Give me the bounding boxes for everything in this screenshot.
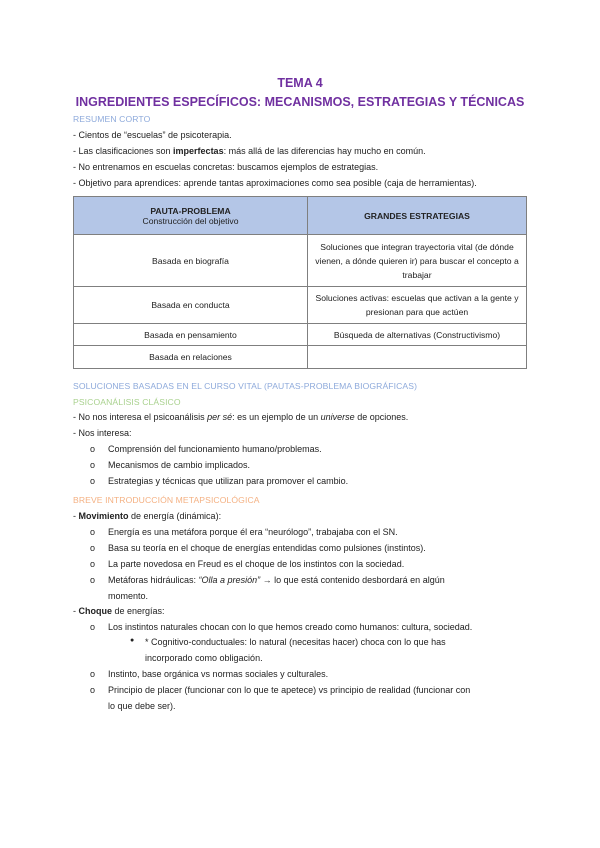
circle-bullet-icon: o	[90, 559, 96, 569]
table-cell: Búsqueda de alternativas (Constructivismo)	[308, 324, 527, 346]
list-item-continuation: incorporado como obligación.	[145, 653, 263, 663]
resumen-line-1: - Cientos de “escuelas” de psicoterapia.	[73, 130, 232, 140]
list-item: Instinto, base orgánica vs normas sociales y culturales.	[108, 669, 329, 679]
table-row	[74, 346, 527, 369]
list-item: Basa su teoría en el choque de energías entendidas como pulsiones (instintos).	[108, 543, 426, 553]
dot-bullet-icon: ●	[130, 637, 135, 644]
soluciones-line-2: - Nos interesa:	[73, 428, 132, 438]
circle-bullet-icon: o	[90, 622, 96, 632]
choque-line: - Choque de energías:	[73, 606, 165, 616]
table-row	[74, 235, 527, 287]
table-cell: Basada en relaciones	[74, 346, 308, 369]
table-cell	[308, 346, 527, 369]
soluciones-line-1: - No nos interesa el psicoanálisis per sé: es un ejemplo de un universe de opciones.	[73, 412, 409, 422]
list-item: Los instintos naturales chocan con lo que hemos creado como humanos: cultura, sociedad.	[108, 622, 473, 632]
circle-bullet-icon: o	[90, 527, 96, 537]
resumen-heading: RESUMEN CORTO	[73, 114, 151, 124]
resumen-line-3: - No entrenamos en escuelas concretas: buscamos ejemplos de estrategias.	[73, 162, 379, 172]
table-cell: Basada en pensamiento	[74, 324, 308, 346]
list-item: Comprensión del funcionamiento humano/problemas.	[108, 444, 322, 454]
circle-bullet-icon: o	[90, 476, 96, 486]
movimiento-line: - Movimiento de energía (dinámica):	[73, 511, 222, 521]
list-item: Metáforas hidráulicas: “Olla a presión” → lo que está contenido desbordará en algún	[108, 575, 445, 585]
circle-bullet-icon: o	[90, 444, 96, 454]
list-item-continuation: lo que debe ser).	[108, 701, 176, 711]
list-item: La parte novedosa en Freud es el choque de los instintos con la sociedad.	[108, 559, 405, 569]
table-cell: Basada en conducta	[74, 287, 308, 324]
table-header-row	[74, 197, 527, 235]
circle-bullet-icon: o	[90, 460, 96, 470]
table-cell: Basada en biografía	[74, 235, 308, 287]
table-cell: Soluciones que integran trayectoria vital (de dónde vienen, a dónde quieren ir) para buscar el concepto a trabajar	[308, 235, 527, 287]
resumen-line-2: - Las clasificaciones son imperfectas: más allá de las diferencias hay mucho en común.	[73, 146, 426, 156]
list-item: Energía es una metáfora porque él era “neurólogo”, trabajaba con el SN.	[108, 527, 398, 537]
list-item-continuation: momento.	[108, 591, 149, 601]
resumen-line-4: - Objetivo para aprendices: aprende tantas aproximaciones como sea posible (caja de herramientas).	[73, 178, 477, 188]
intro-heading: BREVE INTRODUCCIÓN METAPSICOLÓGICA	[73, 495, 260, 505]
list-item: Mecanismos de cambio implicados.	[108, 460, 251, 470]
list-item: Estrategias y técnicas que utilizan para promover el cambio.	[108, 476, 349, 486]
circle-bullet-icon: o	[90, 575, 96, 585]
document-subtitle: INGREDIENTES ESPECÍFICOS: MECANISMOS, ESTRATEGIAS Y TÉCNICAS	[75, 95, 525, 109]
list-item: * Cognitivo-conductuales: lo natural (necesitas hacer) choca con lo que has	[145, 637, 446, 647]
table-row	[74, 287, 527, 324]
document-title: TEMA 4	[277, 76, 323, 90]
soluciones-heading: SOLUCIONES BASADAS EN EL CURSO VITAL (PAUTAS-PROBLEMA BIOGRÁFICAS)	[73, 381, 418, 391]
psicoanalisis-heading: PSICOANÁLISIS CLÁSICO	[73, 397, 181, 407]
circle-bullet-icon: o	[90, 685, 96, 695]
table-cell: Soluciones activas: escuelas que activan a la gente y presionan para que actúen	[308, 287, 527, 324]
header-pauta-problema: PAUTA-PROBLEMA Construcción del objetivo	[74, 197, 308, 235]
list-item: Principio de placer (funcionar con lo que te apetece) vs principio de realidad (funcionar con	[108, 685, 471, 695]
table-row	[74, 324, 527, 346]
strategies-table	[73, 196, 527, 369]
header-grandes-estrategias: GRANDES ESTRATEGIAS	[308, 197, 527, 235]
circle-bullet-icon: o	[90, 669, 96, 679]
circle-bullet-icon: o	[90, 543, 96, 553]
